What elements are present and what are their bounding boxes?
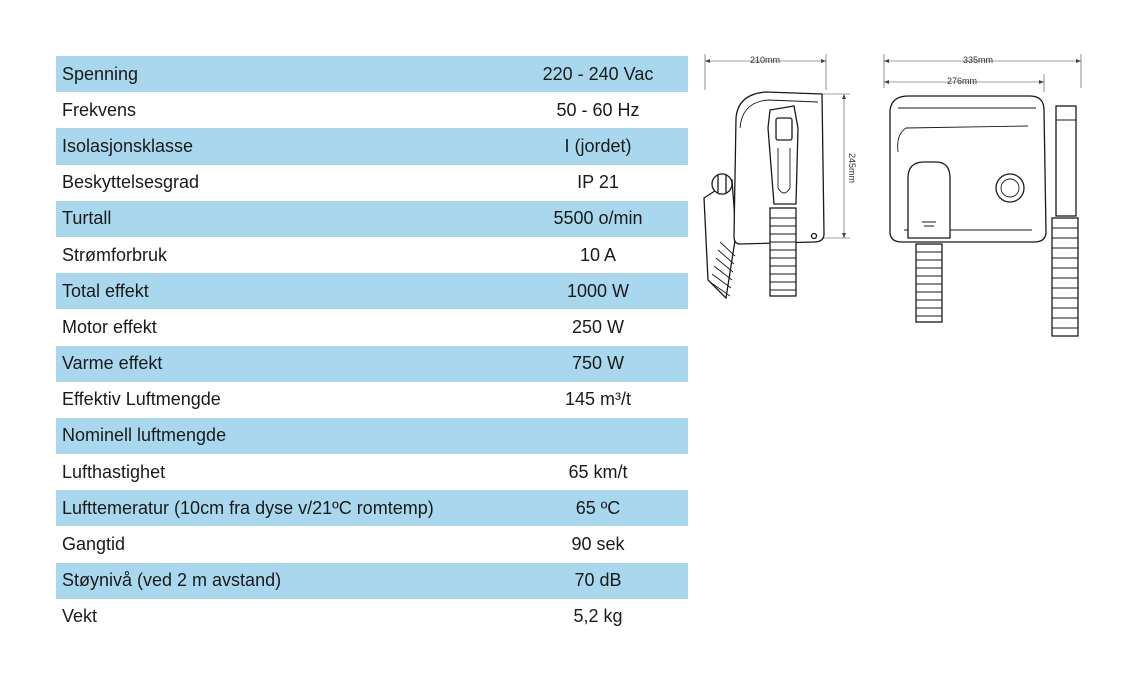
table-row [56, 382, 688, 418]
table-row [56, 237, 688, 273]
front-width-body-label: 276mm [946, 76, 978, 86]
spec-label: Turtall [62, 208, 112, 229]
spec-label: Nominell luftmengde [62, 425, 227, 446]
spec-value: 50 - 60 Hz [556, 99, 640, 120]
table-row [56, 346, 688, 382]
spec-value: 65 ºC [575, 497, 621, 518]
side-view-drawing [704, 54, 857, 298]
table-row [56, 92, 688, 128]
spec-label: Vekt [62, 606, 98, 627]
spec-value: 250 W [571, 316, 625, 337]
spec-value: 90 sek [571, 534, 625, 555]
spec-value: 1000 W [566, 280, 630, 301]
spec-label: Gangtid [62, 534, 126, 555]
spec-label: Lufthastighet [62, 461, 166, 482]
spec-value: 10 A [579, 244, 617, 265]
spec-label: Frekvens [62, 99, 137, 120]
side-height-label: 245mm [847, 152, 857, 184]
spec-value: I (jordet) [564, 135, 632, 156]
spec-value: 750 W [571, 353, 625, 374]
front-view-drawing [884, 54, 1081, 336]
spec-label: Varme effekt [62, 353, 163, 374]
spec-label: Lufttemeratur (10cm fra dyse v/21ºC romtemp) [62, 497, 434, 518]
table-row [56, 418, 688, 454]
spec-label: Effektiv Luftmengde [62, 389, 221, 410]
spec-value: 5,2 kg [573, 606, 623, 627]
table-row [56, 128, 688, 164]
table-row [56, 454, 688, 490]
table-row [56, 56, 688, 92]
table-row [56, 526, 688, 562]
spec-value: 145 m³/t [564, 389, 632, 410]
table-row [56, 563, 688, 599]
spec-label: Total effekt [62, 280, 149, 301]
spec-label: Motor effekt [62, 316, 157, 337]
technical-drawings [696, 48, 1096, 348]
spec-label: Spenning [62, 63, 139, 84]
spec-value: 65 km/t [568, 461, 628, 482]
table-row [56, 201, 688, 237]
table-row [56, 599, 688, 635]
spec-value: 220 - 240 Vac [542, 63, 654, 84]
spec-label: Beskyttelsesgrad [62, 172, 200, 193]
spec-table [56, 56, 688, 635]
table-row [56, 165, 688, 201]
spec-label: Isolasjonsklasse [62, 135, 194, 156]
table-row [56, 273, 688, 309]
spec-label: Støynivå (ved 2 m avstand) [62, 570, 282, 591]
front-width-total-label: 335mm [962, 55, 994, 65]
spec-label: Strømforbruk [62, 244, 168, 265]
spec-value: 5500 o/min [553, 208, 643, 229]
side-width-label: 210mm [749, 55, 781, 65]
table-row [56, 309, 688, 345]
dryer-drawing-svg [696, 48, 1096, 348]
table-row [56, 490, 688, 526]
spec-value: IP 21 [577, 172, 619, 193]
spec-value: 70 dB [574, 570, 622, 591]
